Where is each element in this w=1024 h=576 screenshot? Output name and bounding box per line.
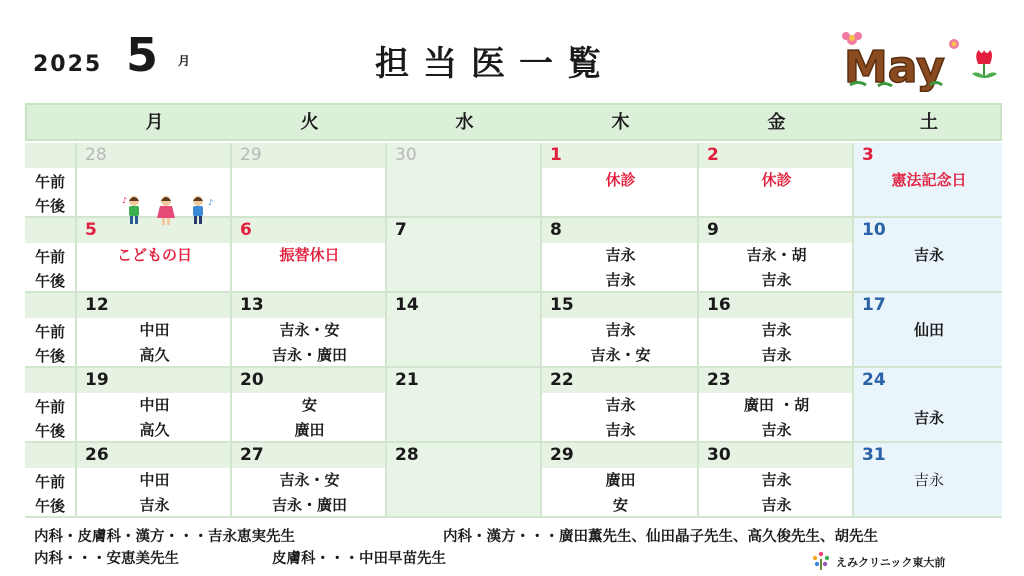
am-doctor: 吉永・安 bbox=[279, 471, 340, 489]
day-number: 30 bbox=[395, 145, 417, 165]
am-doctor: 吉永・安 bbox=[279, 321, 340, 339]
day-cell bbox=[697, 368, 852, 441]
footer-doctor-line-2: 内科・漢方・・・廣田薫先生、仙田晶子先生、高久俊先生、胡先生 bbox=[443, 529, 878, 545]
weekday-tue: 火 bbox=[300, 112, 319, 133]
weekday-mon: 月 bbox=[145, 112, 164, 133]
day-number: 23 bbox=[707, 370, 731, 390]
am-doctor: 仙田 bbox=[913, 321, 944, 339]
am-doctor: 中田 bbox=[139, 471, 170, 489]
svg-text:♪: ♪ bbox=[208, 198, 214, 207]
day-cell bbox=[230, 368, 385, 441]
am-doctor: 廣田 ・胡 bbox=[743, 396, 810, 414]
pm-doctor: 吉永・廣田 bbox=[271, 496, 347, 514]
pm-doctor: 高久 bbox=[139, 421, 170, 439]
day-cell bbox=[75, 443, 230, 516]
allday-doctor: 吉永 bbox=[913, 409, 944, 427]
pm-doctor: 吉永 bbox=[605, 271, 636, 289]
flower-right-icon bbox=[949, 39, 959, 49]
day-number: 13 bbox=[240, 295, 264, 315]
am-doctor: 吉永 bbox=[605, 396, 636, 414]
month-unit: 月 bbox=[178, 54, 191, 68]
day-cell bbox=[852, 368, 1002, 441]
day-number: 30 bbox=[707, 445, 731, 465]
pm-doctor: 吉永・安 bbox=[590, 346, 651, 364]
day-number: 9 bbox=[707, 220, 719, 240]
day-cell bbox=[540, 293, 697, 366]
pm-doctor: 吉永 bbox=[761, 421, 792, 439]
day-cell bbox=[540, 218, 697, 291]
day-cell bbox=[697, 143, 852, 216]
month-number: 5 bbox=[126, 28, 159, 82]
day-number: 26 bbox=[85, 445, 109, 465]
page-title: 担当医一覧 bbox=[375, 44, 615, 84]
pm-label: 午後 bbox=[35, 497, 66, 515]
day-number: 17 bbox=[862, 295, 886, 315]
day-number: 2 bbox=[707, 145, 719, 165]
am-doctor: 吉永 bbox=[913, 471, 944, 489]
pm-label: 午後 bbox=[35, 422, 66, 440]
week-row bbox=[25, 368, 1002, 443]
pm-doctor: 吉永 bbox=[761, 496, 792, 514]
am-label: 午前 bbox=[35, 323, 66, 341]
svg-text:♪: ♪ bbox=[122, 196, 128, 205]
day-cell bbox=[230, 218, 385, 291]
day-number: 12 bbox=[85, 295, 109, 315]
am-label: 午前 bbox=[35, 173, 66, 191]
pm-doctor: 吉永 bbox=[761, 346, 792, 364]
day-number: 3 bbox=[862, 145, 874, 165]
day-number: 1 bbox=[550, 145, 562, 165]
day-number: 22 bbox=[550, 370, 574, 390]
day-number: 31 bbox=[862, 445, 886, 465]
pm-label: 午後 bbox=[35, 272, 66, 290]
day-cell bbox=[385, 218, 540, 291]
day-number: 8 bbox=[550, 220, 562, 240]
day-cell bbox=[385, 368, 540, 441]
child-icon bbox=[157, 196, 175, 225]
am-doctor: 中田 bbox=[139, 396, 170, 414]
day-cell bbox=[852, 293, 1002, 366]
day-cell bbox=[852, 443, 1002, 516]
am-doctor: こどもの日 bbox=[116, 246, 192, 264]
day-number: 16 bbox=[707, 295, 731, 315]
pm-doctor: 吉永・廣田 bbox=[271, 346, 347, 364]
footer-doctor-line-4: 皮膚科・・・中田早苗先生 bbox=[272, 551, 446, 567]
day-cell bbox=[230, 143, 385, 216]
weekday-fri: 金 bbox=[767, 112, 786, 133]
day-number: 7 bbox=[395, 220, 407, 240]
pm-doctor: 吉永 bbox=[139, 496, 170, 514]
day-number: 6 bbox=[240, 220, 252, 240]
day-cell bbox=[852, 143, 1002, 216]
schedule-calendar bbox=[25, 103, 1002, 519]
footer-doctor-line-1: 内科・皮膚科・漢方・・・吉永恵実先生 bbox=[34, 529, 295, 545]
am-doctor: 吉永 bbox=[761, 321, 792, 339]
day-cell bbox=[230, 293, 385, 366]
day-cell bbox=[75, 293, 230, 366]
day-cell bbox=[75, 368, 230, 441]
day-cell bbox=[540, 368, 697, 441]
may-art-text: May bbox=[844, 42, 945, 92]
day-number: 10 bbox=[862, 220, 886, 240]
clinic-logo-icon bbox=[810, 549, 832, 571]
day-cell bbox=[540, 143, 697, 216]
am-doctor: 吉永 bbox=[761, 471, 792, 489]
am-doctor: 吉永 bbox=[913, 246, 944, 264]
day-number: 24 bbox=[862, 370, 886, 390]
am-doctor: 中田 bbox=[139, 321, 170, 339]
children-illustration bbox=[120, 193, 216, 227]
day-cell bbox=[385, 293, 540, 366]
week-row bbox=[25, 293, 1002, 368]
weekday-header bbox=[25, 103, 1002, 141]
am-doctor: 廣田 bbox=[605, 471, 636, 489]
am-doctor: 吉永・胡 bbox=[746, 246, 807, 264]
pm-doctor: 吉永 bbox=[761, 271, 792, 289]
day-cell bbox=[230, 443, 385, 516]
am-label: 午前 bbox=[35, 248, 66, 266]
am-doctor: 安 bbox=[301, 396, 317, 414]
day-cell bbox=[697, 443, 852, 516]
footer-doctor-line-3: 内科・・・安恵美先生 bbox=[34, 551, 179, 567]
year-label: 2025 bbox=[33, 52, 103, 77]
day-number: 20 bbox=[240, 370, 264, 390]
child-icon bbox=[193, 196, 203, 224]
day-number: 29 bbox=[550, 445, 574, 465]
day-cell bbox=[697, 293, 852, 366]
pm-doctor: 安 bbox=[612, 496, 628, 514]
am-label: 午前 bbox=[35, 398, 66, 416]
day-number: 15 bbox=[550, 295, 574, 315]
week-row bbox=[25, 443, 1002, 518]
weekday-thu: 木 bbox=[611, 112, 630, 133]
day-cell bbox=[852, 218, 1002, 291]
day-number: 27 bbox=[240, 445, 264, 465]
pm-label: 午後 bbox=[35, 197, 66, 215]
am-doctor: 休診 bbox=[605, 171, 636, 189]
am-doctor: 吉永 bbox=[605, 321, 636, 339]
am-doctor: 休診 bbox=[761, 171, 792, 189]
pm-label: 午後 bbox=[35, 347, 66, 365]
week-row bbox=[25, 218, 1002, 293]
day-number: 28 bbox=[395, 445, 419, 465]
clinic-name: えみクリニック東大前 bbox=[836, 556, 946, 569]
day-cell bbox=[75, 218, 230, 291]
day-cell bbox=[697, 218, 852, 291]
am-doctor: 吉永 bbox=[605, 246, 636, 264]
may-illustration bbox=[838, 30, 998, 92]
pm-doctor: 廣田 bbox=[294, 421, 325, 439]
pm-doctor: 高久 bbox=[139, 346, 170, 364]
am-doctor: 憲法記念日 bbox=[891, 171, 967, 189]
day-number: 5 bbox=[85, 220, 97, 240]
am-label: 午前 bbox=[35, 473, 66, 491]
child-icon bbox=[129, 196, 139, 224]
weekday-sat: 土 bbox=[920, 112, 938, 133]
day-cell bbox=[540, 443, 697, 516]
day-number: 21 bbox=[395, 370, 419, 390]
day-number: 14 bbox=[395, 295, 419, 315]
day-number: 29 bbox=[240, 145, 262, 165]
day-number: 19 bbox=[85, 370, 109, 390]
pm-doctor: 吉永 bbox=[605, 421, 636, 439]
day-cell bbox=[385, 143, 540, 216]
am-doctor: 振替休日 bbox=[279, 246, 340, 264]
weekday-wed: 水 bbox=[455, 112, 474, 133]
day-number: 28 bbox=[85, 145, 107, 165]
tulip-icon bbox=[972, 50, 997, 78]
day-cell bbox=[385, 443, 540, 516]
